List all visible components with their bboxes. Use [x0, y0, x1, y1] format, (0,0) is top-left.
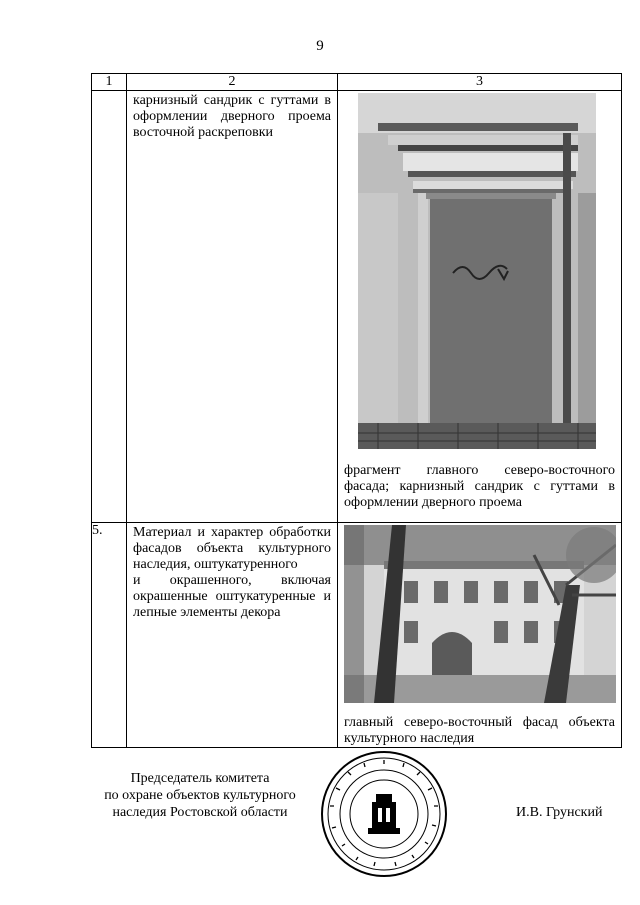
row-description	[127, 91, 338, 523]
row-photo-cell	[338, 523, 622, 748]
building-facade-photo	[344, 525, 616, 703]
table-row	[92, 91, 622, 523]
table-header-row	[92, 74, 622, 91]
row-photo-cell	[338, 91, 622, 523]
signatory-name: И.В. Грунский	[516, 805, 603, 820]
official-seal	[320, 750, 448, 878]
signatory-title	[90, 770, 310, 821]
header-col-1: 1	[92, 74, 127, 91]
signatory-title-line: по охране объектов культурного	[104, 788, 296, 803]
description-text: Материал и характер обработки фасадов объекта культурного наследия, оштукатуренного	[133, 525, 331, 572]
row-description	[127, 523, 338, 748]
description-text: и окрашенного, включая окрашенные оштукатуренные и лепные элементы декора	[133, 573, 331, 620]
row-number	[92, 91, 127, 523]
signatory-title-line: Председатель комитета	[130, 771, 270, 786]
photo-caption: фрагмент главного северо-восточного фасада; карнизный сандрик с гуттами в оформлении дверного проема	[344, 463, 615, 510]
header-col-2: 2	[127, 74, 338, 91]
table-row	[92, 523, 622, 748]
door-portal-photo	[358, 93, 596, 449]
description-text: карнизный сандрик с гуттами в оформлении дверного проема восточной раскреповки	[133, 93, 331, 140]
header-col-3: 3	[338, 74, 622, 91]
heritage-table	[91, 73, 622, 748]
signatory-title-line: наследия Ростовской области	[112, 805, 288, 820]
row-number: 5.	[92, 523, 127, 748]
photo-caption: главный северо-восточный фасад объекта культурного наследия	[344, 715, 615, 746]
page-number: 9	[316, 38, 324, 54]
